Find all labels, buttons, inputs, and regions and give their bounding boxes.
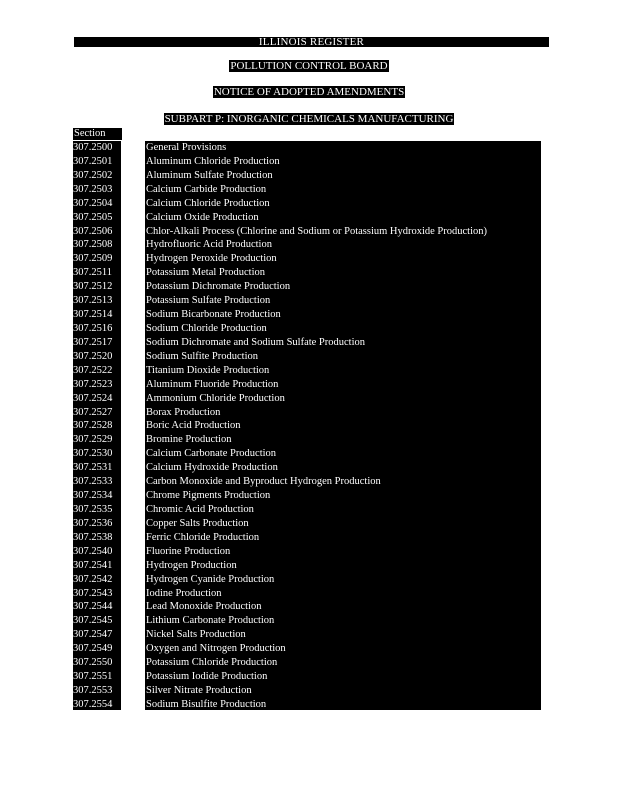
table-row (0, 308, 618, 322)
section-title: Boric Acid Production (146, 420, 241, 432)
section-number: 307.2535 (73, 503, 113, 515)
section-title: Potassium Dichromate Production (146, 281, 291, 293)
section-number: 307.2534 (73, 490, 113, 502)
section-title: Potassium Chloride Production (146, 657, 278, 669)
table-row (0, 169, 618, 183)
table-row (0, 378, 618, 392)
section-number: 307.2509 (73, 253, 113, 265)
section-number: 307.2502 (73, 169, 113, 181)
table-row (0, 531, 618, 545)
section-number: 307.2530 (73, 448, 113, 460)
section-title: Bromine Production (146, 434, 232, 446)
table-row (0, 587, 618, 601)
section-title: Ammonium Chloride Production (146, 392, 285, 404)
section-title: Chlor-Alkali Process (Chlorine and Sodium or Potassium Hydroxide Production) (146, 225, 488, 237)
section-title: Sodium Dichromate and Sodium Sulfate Production (146, 336, 366, 348)
section-title: Iodine Production (146, 587, 222, 599)
table-row (0, 197, 618, 211)
section-number: 307.2506 (73, 225, 113, 237)
section-title: Sodium Sulfite Production (146, 350, 259, 362)
section-title: Lithium Carbonate Production (146, 615, 275, 627)
section-number: 307.2501 (73, 155, 113, 167)
section-title: Hydrofluoric Acid Production (146, 239, 272, 251)
table-row (0, 252, 618, 266)
table-row (0, 517, 618, 531)
section-number: 307.2512 (73, 281, 113, 293)
section-title: Potassium Metal Production (146, 267, 265, 279)
table-row (0, 475, 618, 489)
table-row (0, 656, 618, 670)
table-row (0, 628, 618, 642)
table-row (0, 670, 618, 684)
section-number: 307.2522 (73, 364, 113, 376)
table-row (0, 238, 618, 252)
section-number: 307.2516 (73, 322, 113, 334)
table-row (0, 364, 618, 378)
section-number: 307.2520 (73, 350, 113, 362)
table-row (0, 225, 618, 239)
section-title: Copper Salts Production (146, 517, 249, 529)
table-row (0, 183, 618, 197)
section-title: Calcium Carbonate Production (146, 448, 277, 460)
section-number: 307.2536 (73, 517, 113, 529)
section-number: 307.2542 (73, 573, 113, 585)
section-number: 307.2545 (73, 615, 113, 627)
table-row (0, 503, 618, 517)
section-number: 307.2527 (73, 406, 113, 418)
section-title: Silver Nitrate Production (146, 684, 252, 696)
section-number: 307.2508 (73, 239, 113, 251)
section-title: Hydrogen Cyanide Production (146, 573, 275, 585)
table-row (0, 600, 618, 614)
section-title: Calcium Hydroxide Production (146, 462, 278, 474)
section-number: 307.2514 (73, 309, 113, 321)
table-row (0, 614, 618, 628)
table-row (0, 141, 618, 155)
section-number: 307.2533 (73, 476, 113, 488)
table-row (0, 642, 618, 656)
section-title: Sodium Bisulfite Production (146, 698, 267, 710)
table-row (0, 433, 618, 447)
section-title: Aluminum Fluoride Production (146, 378, 279, 390)
section-number: 307.2544 (73, 601, 113, 613)
section-title: Nickel Salts Production (146, 629, 246, 641)
section-title: Chromic Acid Production (146, 503, 254, 515)
table-row (0, 545, 618, 559)
table-row (0, 280, 618, 294)
table-row (0, 489, 618, 503)
section-number: 307.2551 (73, 671, 113, 683)
section-number: 307.2554 (73, 698, 113, 710)
section-title: Hydrogen Peroxide Production (146, 253, 277, 265)
table-row (0, 461, 618, 475)
table-row (0, 392, 618, 406)
section-number: 307.2503 (73, 183, 113, 195)
board-name-line (0, 60, 618, 72)
section-number: 307.2540 (73, 545, 113, 557)
section-title: Borax Production (146, 406, 221, 418)
section-number: 307.2517 (73, 336, 113, 348)
section-number: 307.2531 (73, 462, 113, 474)
section-column-header: Section (73, 128, 122, 140)
section-title: Calcium Carbide Production (146, 183, 267, 195)
section-number: 307.2553 (73, 684, 113, 696)
table-row (0, 336, 618, 350)
table-row (0, 698, 618, 712)
section-title: Sodium Bicarbonate Production (146, 309, 281, 321)
section-number: 307.2550 (73, 657, 113, 669)
section-title: Oxygen and Nitrogen Production (146, 643, 286, 655)
section-title: Calcium Chloride Production (146, 197, 270, 209)
table-row (0, 447, 618, 461)
section-title: Calcium Oxide Production (146, 211, 259, 223)
section-title: Sodium Chloride Production (146, 322, 267, 334)
section-title: Potassium Iodide Production (146, 671, 268, 683)
section-title: Titanium Dioxide Production (146, 364, 270, 376)
table-row (0, 573, 618, 587)
section-number: 307.2524 (73, 392, 113, 404)
section-title: Hydrogen Production (146, 559, 237, 571)
section-number: 307.2549 (73, 643, 113, 655)
section-number: 307.2541 (73, 559, 113, 571)
table-row (0, 322, 618, 336)
section-number: 307.2505 (73, 211, 113, 223)
table-row (0, 155, 618, 169)
section-number: 307.2547 (73, 629, 113, 641)
section-number: 307.2511 (73, 267, 112, 279)
section-number: 307.2529 (73, 434, 113, 446)
subpart-title: SUBPART P: INORGANIC CHEMICALS MANUFACTURING (164, 113, 454, 125)
section-number: 307.2538 (73, 531, 113, 543)
section-number: 307.2500 (73, 142, 113, 153)
section-title: Ferric Chloride Production (146, 531, 260, 543)
table-row (0, 684, 618, 698)
table-row (0, 559, 618, 573)
section-title: Chrome Pigments Production (146, 490, 271, 502)
register-header: ILLINOIS REGISTER (74, 37, 549, 47)
section-title: Carbon Monoxide and Byproduct Hydrogen Production (146, 476, 381, 488)
table-row (0, 294, 618, 308)
section-number: 307.2504 (73, 197, 113, 209)
section-title: Fluorine Production (146, 545, 231, 557)
table-row (0, 419, 618, 433)
section-title: Potassium Sulfate Production (146, 295, 271, 307)
table-row (0, 266, 618, 280)
table-row (0, 350, 618, 364)
section-number: 307.2543 (73, 587, 113, 599)
notice-line (0, 86, 618, 98)
table-row (0, 406, 618, 420)
subpart-line (0, 113, 618, 125)
section-title: Aluminum Chloride Production (146, 155, 280, 167)
section-title: Aluminum Sulfate Production (146, 169, 273, 181)
section-number: 307.2513 (73, 295, 113, 307)
board-name: POLLUTION CONTROL BOARD (230, 60, 388, 72)
table-row (0, 211, 618, 225)
section-number: 307.2523 (73, 378, 113, 390)
section-title: General Provisions (146, 142, 227, 153)
section-title: Lead Monoxide Production (146, 601, 262, 613)
section-table (0, 141, 618, 712)
section-number: 307.2528 (73, 420, 113, 432)
notice-title: NOTICE OF ADOPTED AMENDMENTS (213, 86, 405, 98)
